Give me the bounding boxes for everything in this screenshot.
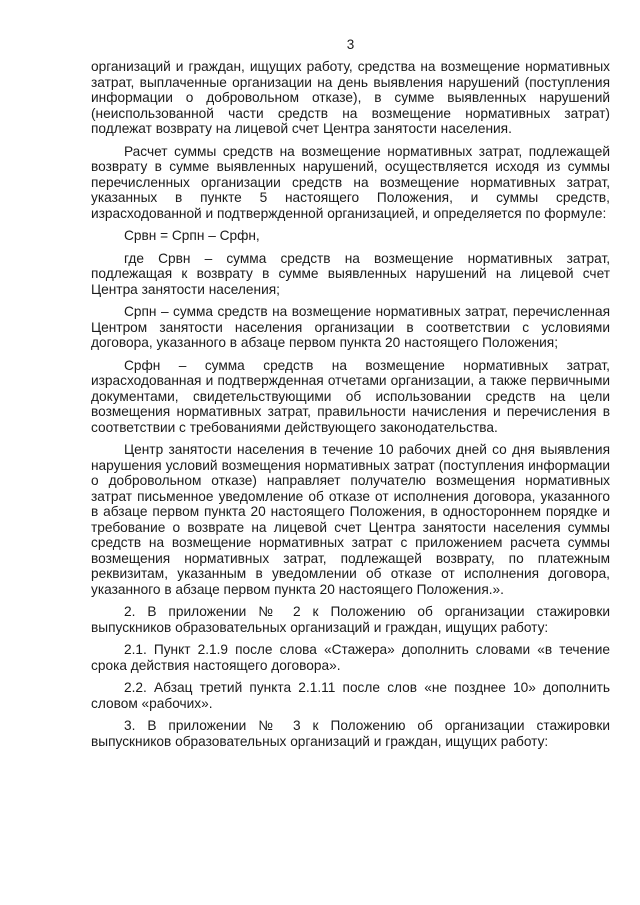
paragraph-item-2-2: 2.2. Абзац третий пункта 2.1.11 после слов «не позднее 10» дополнить словом «рабочих». (91, 680, 610, 711)
paragraph-calculation: Расчет суммы средств на возмещение нормативных затрат, подлежащей возврату в сумме выявленных нарушений, осуществляется исходя из суммы перечисленных организации средств на возмещение нормативных затрат, указанных в пункте 5 настоящего Положения, и суммы средств, израсходованной и подтвержденной организацией, и определяется по формуле: (91, 143, 610, 221)
paragraph-item-3: 3. В приложении № 3 к Положению об организации стажировки выпускников образовательных организаций и граждан, ищущих работу: (91, 718, 610, 749)
document-body (91, 59, 610, 756)
paragraph-srfn-definition: Срфн – сумма средств на возмещение нормативных затрат, израсходованная и подтвержденная отчетами организации, а также первичными документами, свидетельствующими об использовании средств на цели возмещения нормативных затрат, правильности начисления и перечисления в соответствии с требованиями действующего законодательства. (91, 357, 610, 435)
paragraph-srvn-definition: где Срвн – сумма средств на возмещение нормативных затрат, подлежащая к возврату в сумме выявленных нарушений на лицевой счет Центра занятости населения; (91, 250, 610, 297)
paragraph-continuation: организаций и граждан, ищущих работу, средства на возмещение нормативных затрат, выплаченные организации на день выявления нарушений (поступления информации о добровольном отказе), в сумме выявленных нарушений (неиспользованной части средств на возмещение нормативных затрат) подлежат возврату на лицевой счет Центра занятости населения. (91, 59, 610, 136)
paragraph-item-2-1: 2.1. Пункт 2.1.9 после слова «Стажера» дополнить словами «в течение срока действия настоящего договора». (91, 642, 610, 673)
paragraph-srpn-definition: Српн – сумма средств на возмещение нормативных затрат, перечисленная Центром занятости населения организации в соответствии с условиями договора, указанного в абзаце первом пункта 20 настоящего Положения; (91, 304, 610, 350)
formula: Срвн = Српн – Срфн, (124, 228, 260, 243)
page-number: 3 (346, 37, 355, 52)
paragraph-employment-center-notice: Центр занятости населения в течение 10 рабочих дней со дня выявления нарушения условий возмещения нормативных затрат (поступления информации о добровольном отказе) направляет получателю возмещения нормативных затрат письменное уведомление об отказе от исполнения договора, указанного в абзаце первом пункта 20 настоящего Положения, в одностороннем порядке и требование о возврате на лицевой счет Центра занятости населения суммы средств на возмещение нормативных затрат с приложением расчета суммы возмещения нормативных затрат, подлежащей возврату, по платежным реквизитам, указанным в уведомлении об отказе от исполнения договора, указанного в абзаце первом пункта 20 настоящего Положения.». (91, 442, 610, 597)
paragraph-item-2: 2. В приложении № 2 к Положению об организации стажировки выпускников образовательных организаций и граждан, ищущих работу: (91, 604, 610, 635)
